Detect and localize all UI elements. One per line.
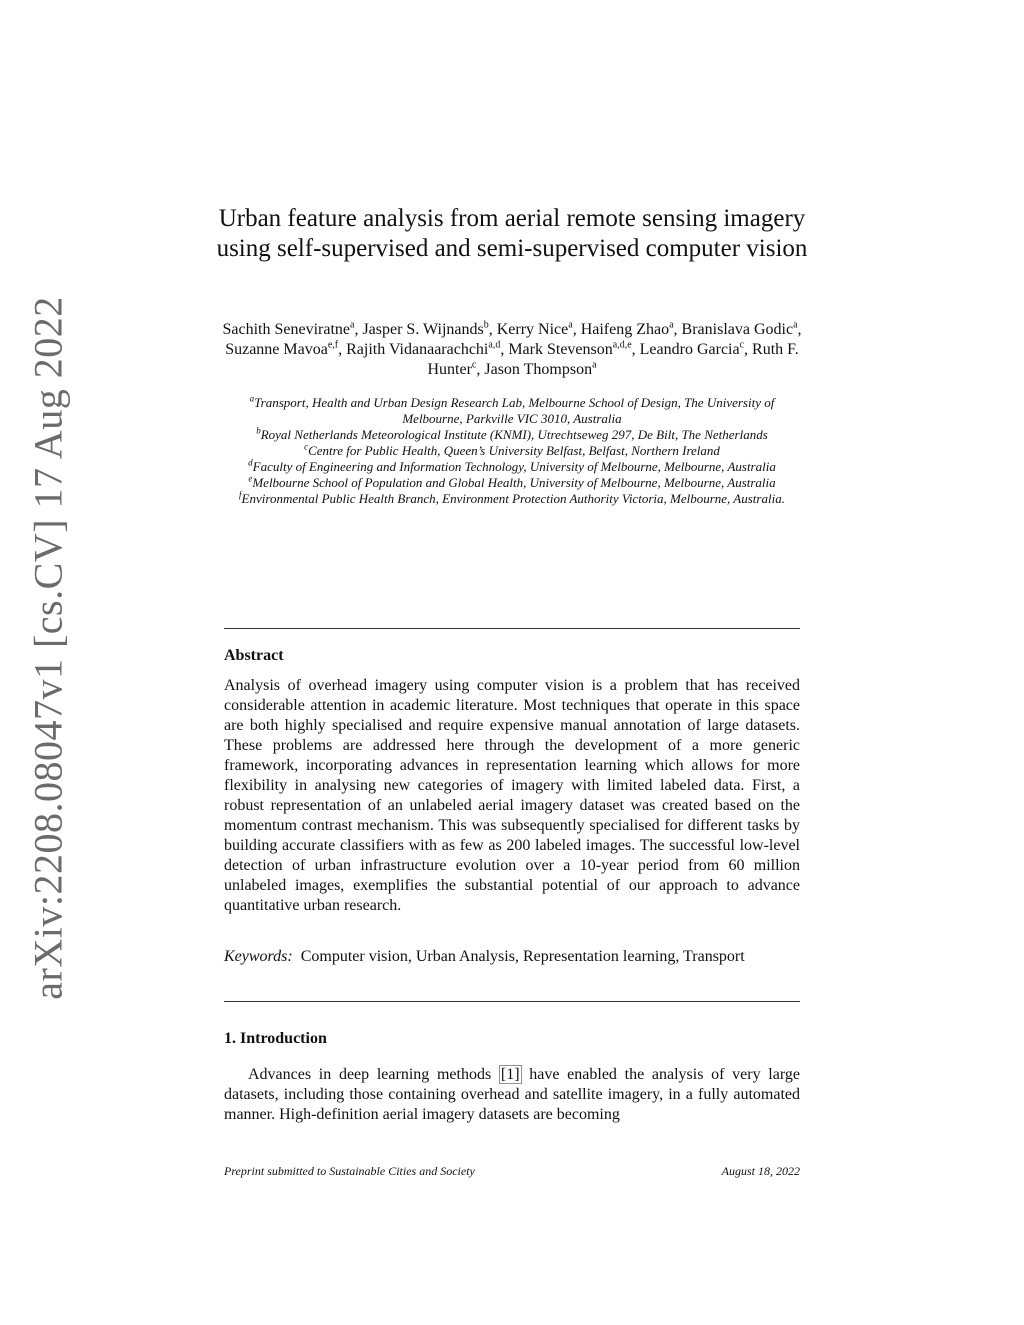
affiliation-mark: a — [249, 393, 255, 404]
keywords-label: Keywords: — [224, 948, 293, 965]
author-name: Mark Stevenson — [508, 341, 613, 358]
author-name: Ruth F. Hunter — [427, 341, 799, 378]
abstract-heading: Abstract — [224, 647, 284, 664]
section-heading-introduction: 1. Introduction — [224, 1030, 327, 1047]
author-affiliation-mark: a — [592, 359, 597, 371]
affiliation-text: Royal Netherlands Meteorological Institute (KNMI), Utrechtseweg 297, De Bilt, The Netherlands — [260, 427, 768, 442]
author-name: Sachith Seneviratne — [222, 321, 350, 338]
author-name: Jason Thompson — [484, 361, 593, 378]
affiliation-mark: e — [248, 473, 253, 484]
affiliation-mark: b — [256, 425, 261, 436]
affiliation-item — [222, 475, 802, 491]
affiliation-text: Environmental Public Health Branch, Environment Protection Authority Victoria, Melbourne, Australia. — [241, 491, 785, 506]
introduction-text — [224, 1065, 800, 1125]
author-name: Suzanne Mavoa — [225, 341, 328, 358]
author-affiliation-mark: e,f — [327, 339, 339, 351]
author-name: Branislava Godic — [681, 321, 794, 338]
author-separator: , — [744, 341, 753, 358]
author-separator: , — [476, 361, 485, 378]
affiliation-text: Centre for Public Health, Queen’s University Belfast, Belfast, Northern Ireland — [308, 443, 720, 458]
author-affiliation-mark: b — [483, 319, 489, 331]
author-separator: , — [572, 321, 581, 338]
author-affiliation-mark: a,d,e — [612, 339, 632, 351]
author-name: Rajith Vidanaarachchi — [346, 341, 489, 358]
author-affiliation-mark: c — [471, 359, 477, 371]
affiliation-mark: c — [304, 441, 309, 452]
keywords — [224, 947, 800, 967]
affiliation-item — [222, 459, 802, 475]
top-divider — [224, 628, 800, 629]
abstract-text: Analysis of overhead imagery using computer vision is a problem that has received considerable attention in academic literature. Most techniques that operate in this space are both highly specialised and require expensive manual annotation of large datasets. These problems are addressed here through the development of a more generic framework, incorporating advances in representation learning which allows for more flexibility in analysing new categories of imagery with limited labeled data. First, a robust representation of an unlabeled aerial imagery dataset was created based on the momentum contrast mechanism. This was subsequently specialised for different tasks by building accurate classifiers with as few as 200 labeled images. The successful low-level detection of urban infrastructure evolution over a 10-year period from 60 million unlabeled images, exemplifies the substantial potential of our approach to advance quantitative urban research. — [224, 677, 800, 914]
footer-date: August 18, 2022 — [721, 1164, 800, 1178]
bottom-divider — [224, 1001, 800, 1002]
author-separator: , — [488, 321, 497, 338]
author-name: Jasper S. Wijnands — [362, 321, 484, 338]
keywords-text: Computer vision, Urban Analysis, Representation learning, Transport — [300, 948, 745, 965]
author-affiliation-mark: c — [739, 339, 745, 351]
citation-link[interactable]: [1] — [500, 1066, 520, 1083]
author-affiliation-mark: a — [793, 319, 798, 331]
affiliation-mark: d — [248, 457, 253, 468]
intro-text-after: have enabled the analysis of very large datasets, including those containing overhead and satellite imagery, in a fully automated manner. High-definition aerial imagery datasets are becoming — [224, 1066, 800, 1123]
author-separator: , — [354, 321, 363, 338]
arxiv-identifier: arXiv:2208.08047v1 [cs.CV] 17 Aug 2022 — [25, 296, 71, 1000]
affiliation-text: Transport, Health and Urban Design Research Lab, Melbourne School of Design, The University of Melbourne, Parkville VIC 3010, Australia — [254, 395, 775, 426]
intro-text-before: Advances in deep learning methods — [248, 1066, 499, 1083]
affiliation-item — [222, 395, 802, 427]
affiliation-list — [222, 395, 802, 507]
author-separator: , — [338, 341, 347, 358]
author-separator: , — [631, 341, 640, 358]
author-separator: , — [673, 321, 682, 338]
author-affiliation-mark: a,d — [488, 339, 501, 351]
affiliation-text: Faculty of Engineering and Information Technology, University of Melbourne, Melbourne, Australia — [252, 459, 776, 474]
footer-preprint-note: Preprint submitted to Sustainable Cities and Society — [224, 1164, 475, 1178]
affiliation-item — [222, 443, 802, 459]
author-separator: , — [500, 341, 509, 358]
affiliation-item — [222, 491, 802, 507]
author-separator: , — [797, 321, 802, 338]
author-list — [220, 320, 804, 380]
affiliation-mark: f — [239, 489, 242, 500]
author-name: Haifeng Zhao — [580, 321, 670, 338]
paper-title: Urban feature analysis from aerial remote sensing imagery using self-supervised and semi-supervised computer vision — [216, 205, 808, 262]
author-name: Leandro Garcia — [639, 341, 740, 358]
affiliation-text: Melbourne School of Population and Global Health, University of Melbourne, Melbourne, Australia — [252, 475, 776, 490]
author-affiliation-mark: a — [669, 319, 674, 331]
author-affiliation-mark: a — [349, 319, 355, 331]
author-name: Kerry Nice — [496, 321, 569, 338]
affiliation-item — [222, 427, 802, 443]
author-affiliation-mark: a — [568, 319, 573, 331]
